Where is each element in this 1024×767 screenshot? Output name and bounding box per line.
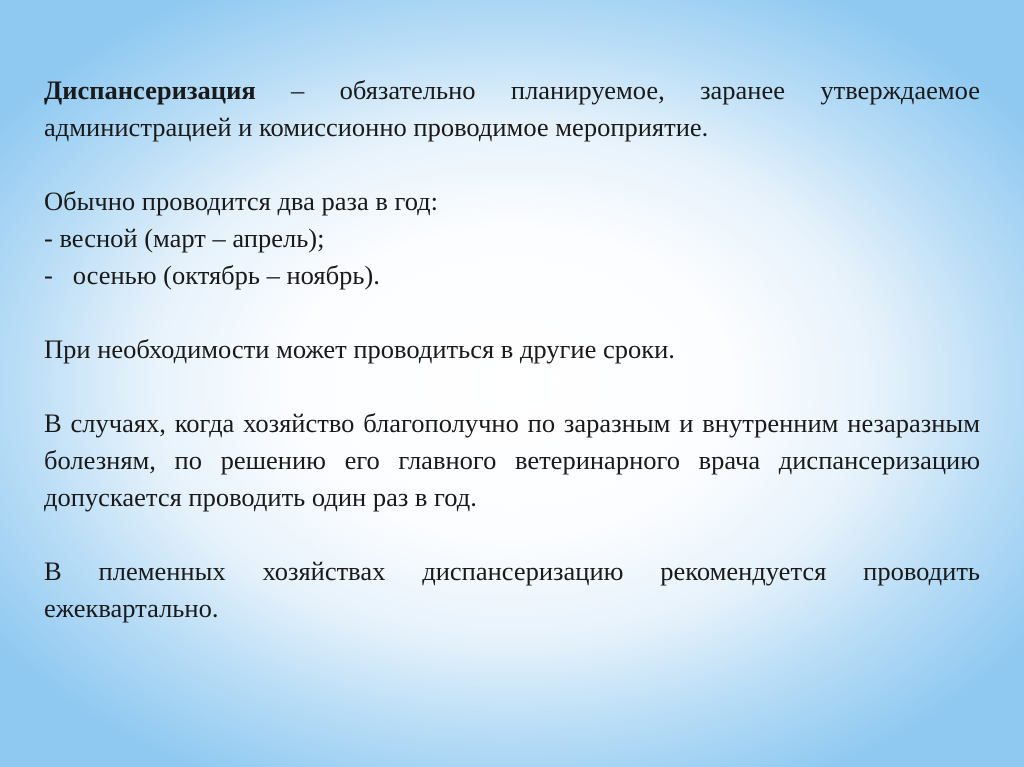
once-a-year-paragraph: В случаях, когда хозяйство благополучно по заразным и внутренним незаразным болезням, по решению его главного ветеринарного врача диспансеризацию допускается проводить один раз в год. <box>44 408 980 512</box>
schedule-item-autumn: - осенью (октябрь – ноябрь). <box>44 260 380 290</box>
definition-paragraph <box>44 72 980 146</box>
slide-content <box>44 72 980 627</box>
schedule-item-spring: - весной (март – апрель); <box>44 223 325 253</box>
definition-text: – обязательно планируемое, заранее утверждаемое администрацией и комиссионно проводимое мероприятие. <box>44 75 980 142</box>
schedule-block <box>44 183 980 294</box>
breeding-farms-paragraph: В племенных хозяйствах диспансеризацию рекомендуется проводить ежеквартально. <box>44 556 980 623</box>
schedule-intro: Обычно проводится два раза в год: <box>44 186 439 216</box>
definition-term: Диспансеризация <box>44 75 256 105</box>
other-dates-paragraph: При необходимости может проводиться в другие сроки. <box>44 334 675 364</box>
